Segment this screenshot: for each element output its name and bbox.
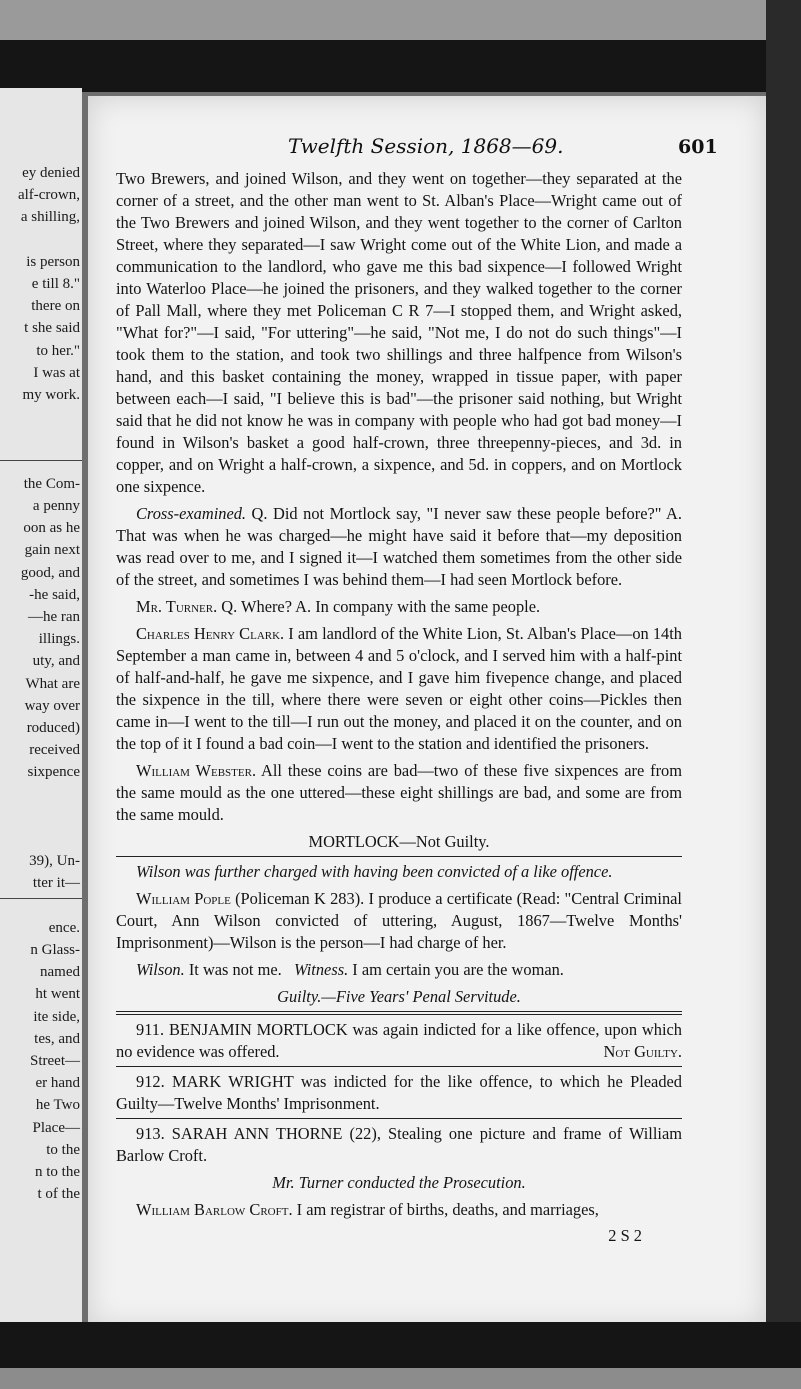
left-page-line: roduced) [26,720,80,736]
left-page-line: he Two [35,1097,80,1114]
section-rule-911 [116,1066,682,1067]
speaker-croft: William Barlow Croft. [136,1200,293,1219]
scan-top-band [0,0,801,40]
left-page-line: alf-crown, [17,187,80,204]
left-page-line: named [40,964,80,981]
left-page-line: tter it— [32,875,80,892]
left-page-line: the Com- [23,475,80,492]
left-page-line: uty, and [32,653,80,670]
paragraph-turner: Mr. Turner. Q. Where? A. In company with the same people. [136,597,541,616]
case-911: 911. BENJAMIN MORTLOCK was again indicted for a like offence, upon which no evidence was offered. Not Guilty. [116,1020,682,1061]
left-page-line: n to the [35,1164,80,1180]
page-body [116,168,682,1247]
left-page-fragment [0,88,82,1328]
prosecution-note: Mr. Turner conducted the Prosecution. [272,1173,526,1192]
book-binding-top [0,40,801,92]
left-page-line: I was at [33,364,80,381]
case-913: 913. SARAH ANN THORNE (22), Stealing one picture and frame of William Barlow Croft. [116,1124,682,1165]
speaker-turner: Mr. Turner. [136,597,218,616]
left-page-line: ht went [35,986,80,1003]
left-page-line: e till 8." [31,276,80,292]
paragraph-clark: Charles Henry Clark. I am landlord of the White Lion, St. Alban's Place—on 14th September a man came in, between 4 and 5 o'clock, and I served him with a half-pint of half-and-half, he gave me sixpence, and I gave him fivepence change, and placed the sixpence in the till, where there were seven or eight other coins—Pickles then came in—I went to the till—I run out the money, and placed it on the counter, and on the top of it I found a bad coin—I went to the station and identified the prisoners. [116,624,682,753]
paragraph-croft: William Barlow Croft. I am registrar of births, deaths, and marriages, [136,1200,599,1219]
left-page-line: my work. [22,387,80,403]
left-page-line: gain next [24,542,80,559]
left-page-line: to her." [36,342,80,359]
verdict-911: Not Guilty. [603,1042,682,1061]
paragraph-pople: William Pople (Policeman K 283). I produce a certificate (Read: "Central Criminal Court, Ann Wilson convicted of uttering, August, 1867—Twelve Months' Imprisonment)—Wilson is the person—I had charge of her. [116,889,682,952]
left-page-line: is person [26,253,80,270]
left-page-line: a shilling, [20,209,80,226]
left-page-line: —he ran [27,609,80,625]
scan-right-edge [766,0,801,1389]
left-page-line: way over [24,697,80,714]
paragraph-testimony: Two Brewers, and joined Wilson, and they went on together—they separated at the corner of a street, and the other man went to St. Alban's Place—Wright came out of the Two Brewers and joined Wilson, and they went together to the corner of Carlton Street, where they separated—I saw Wright come out of the White Lion, and made a communication to the landlord, who gave me this bad sixpence—I followed Wright into Waterloo Place—he joined the prisoners, and they walked together to the corner of Pall Mall, where they met Policeman C R 7—I stopped them, and Wright asked, "What for?"—I said, "For uttering"—he said, "Not me, I do not do such things"—I took them to the station, and took two shillings and three halfpence from Wilson's hand, and this basket containing the money, wrapped in tissue paper, with paper between each—I said, "I believe this is bad"—the prisoner said nothing, but Wright said that he did not know he was in company with people who had got bad money—I found in Wilson's basket a good half-crown, three threepenny-pieces, and 3d. in copper, and on Wright a half-crown, a sixpence, and 5d. in coppers, and on Mortlock one sixpence. [116,169,682,496]
case-912: 912. MARK WRIGHT was indicted for the like offence, to which he Pleaded Guilty—Twelve Months' Imprisonment. [116,1072,682,1113]
signature-mark: 2 S 2 [608,1226,642,1245]
left-page-rule [0,898,82,899]
left-page-line: n Glass- [30,942,80,958]
book-page [88,96,766,1328]
left-page-line: to the [46,1141,80,1158]
left-page-line: sixpence [27,764,80,781]
left-page-line: a penny [32,498,80,514]
left-page-line: 39), Un- [29,853,80,870]
section-rule-912 [116,1118,682,1119]
left-page-line: ite side, [33,1008,80,1025]
left-page-line: tes, and [34,1030,80,1047]
paragraph-webster: William Webster. All these coins are bad—two of these five sixpences are from the same mould as the one uttered—these eight shillings are bad, and some are from the same mould. [116,761,682,824]
verdict-mortlock: MORTLOCK—Not Guilty. [308,832,490,851]
left-page-line: ence. [48,919,80,936]
speaker-clark: Charles Henry Clark. [136,624,285,643]
further-charge: Wilson was further charged with having been convicted of a like offence. [136,862,613,881]
double-rule [116,1011,682,1015]
speaker-webster: William Webster. [136,761,257,780]
left-page-line: there on [31,298,80,315]
left-page-line: illings. [38,631,80,648]
left-page-line: oon as he [23,520,80,537]
left-page-line: What are [25,675,80,692]
left-page-line: Place— [32,1119,80,1136]
left-page-line: er hand [35,1075,80,1092]
left-page-line: ey denied [22,165,80,181]
running-head: Twelfth Session, 1868—69. [288,134,564,158]
left-page-line: t of the [37,1186,80,1203]
scan-bottom-band [0,1368,801,1389]
cross-label: Cross-examined. [136,504,247,523]
left-page-line: Street— [30,1053,80,1069]
section-rule [116,856,682,857]
sentence-wilson: Guilty.—Five Years' Penal Servitude. [277,987,521,1006]
left-page-line: t she said [24,320,80,337]
left-page-rule [0,460,82,461]
paragraph-exchange: Wilson. It was not me. Witness. I am certain you are the woman. [136,960,564,979]
left-page-line: good, and [20,564,80,581]
left-page-line: -he said, [29,586,80,603]
book-binding-bottom [0,1322,801,1368]
left-page-line: received [29,742,80,759]
page-number: 601 [678,136,718,158]
paragraph-cross-examined: Cross-examined. Q. Did not Mortlock say, "I never saw these people before?" A. That was when he was charged—he might have said it before that—my deposition was read over to me, and I signed it—I watched them sometimes from the other side of the street, and sometimes I was behind them—I had seen Mortlock before. [116,504,682,589]
speaker-pople: William Pople [136,889,231,908]
